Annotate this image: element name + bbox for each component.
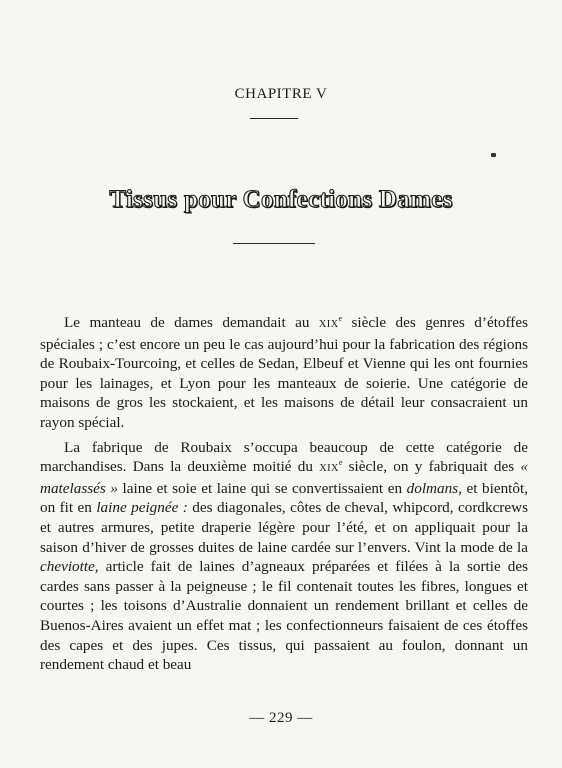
title-rule [233,243,315,244]
p1-century-sup: e [338,313,343,323]
p1-text-b: siècle des genres d’étoffes spéciales ; c’est encore un peu le cas aujourd’hui pour la fabrication des régions de Roubaix-Tourcoing, et celles de Sedan, Elbeuf et Vienne qui les ont fournies pour les lainages, et Lyon pour les manteaux de soierie. Une catégorie de maisons de gros les stockaient, et les maisons de détail leur consacraient un rayon spécial. [40,314,528,431]
p2-text-e: des diagonales, côtes de cheval, whipcord, cordkcrews et autres armures, petite draperie légère pour l’été, et on appliquait pour la saison d’hiver de grosses duites de laine cardée sur l’envers. Vint la mode de la [40,499,528,556]
p2-text-f: article fait de laines d’agneaux préparées et filées à la sortie des cardes sans passer à la peigneuse ; le fil contenait toutes les fibres, longues et courtes ; les toisons d’Australie donnaient un rendement brillant et celles de Buenos-Aires avaient un effet mat ; les confectionneurs faisaient de ces étoffes des capes et des jupes. Ces tissus, qui passaient au foulon, donnant un rendement chaud et beau [40,558,528,674]
p2-century-sup: e [338,458,343,468]
chapter-rule [250,118,298,119]
chapter-title: Tissus pour Confections Dames [109,186,453,213]
p2-emphasis-laine-peignee: laine peignée : [96,499,188,517]
p2-emphasis-matelasses: « matelassés » [40,458,528,497]
p2-text-d: et bientôt, on fit en [40,479,528,517]
p2-text-a: La fabrique de Roubaix s’occupa beaucoup de cette catégorie de marchandises. Dans la deuxième moitié du [40,438,528,476]
p1-century: XIX [318,319,339,330]
p2-emphasis-cheviotte: cheviotte, [40,558,99,576]
p2-emphasis-dolmans: dolmans, [406,479,462,497]
page-number: — 229 — [249,710,313,726]
p1-text-a: Le manteau de dames demandait au [64,314,319,331]
chapter-heading: CHAPITRE V [234,86,328,102]
paragraph-1 [40,313,528,433]
p2-century: XIX [319,463,339,475]
paragraph-2 [40,438,528,675]
p2-text-c: laine et soie et laine qui se convertissaient en [117,479,407,497]
p2-text-b: siècle, on y fabriquait des [342,458,521,476]
body-text [40,313,528,680]
ink-speck [491,153,496,157]
